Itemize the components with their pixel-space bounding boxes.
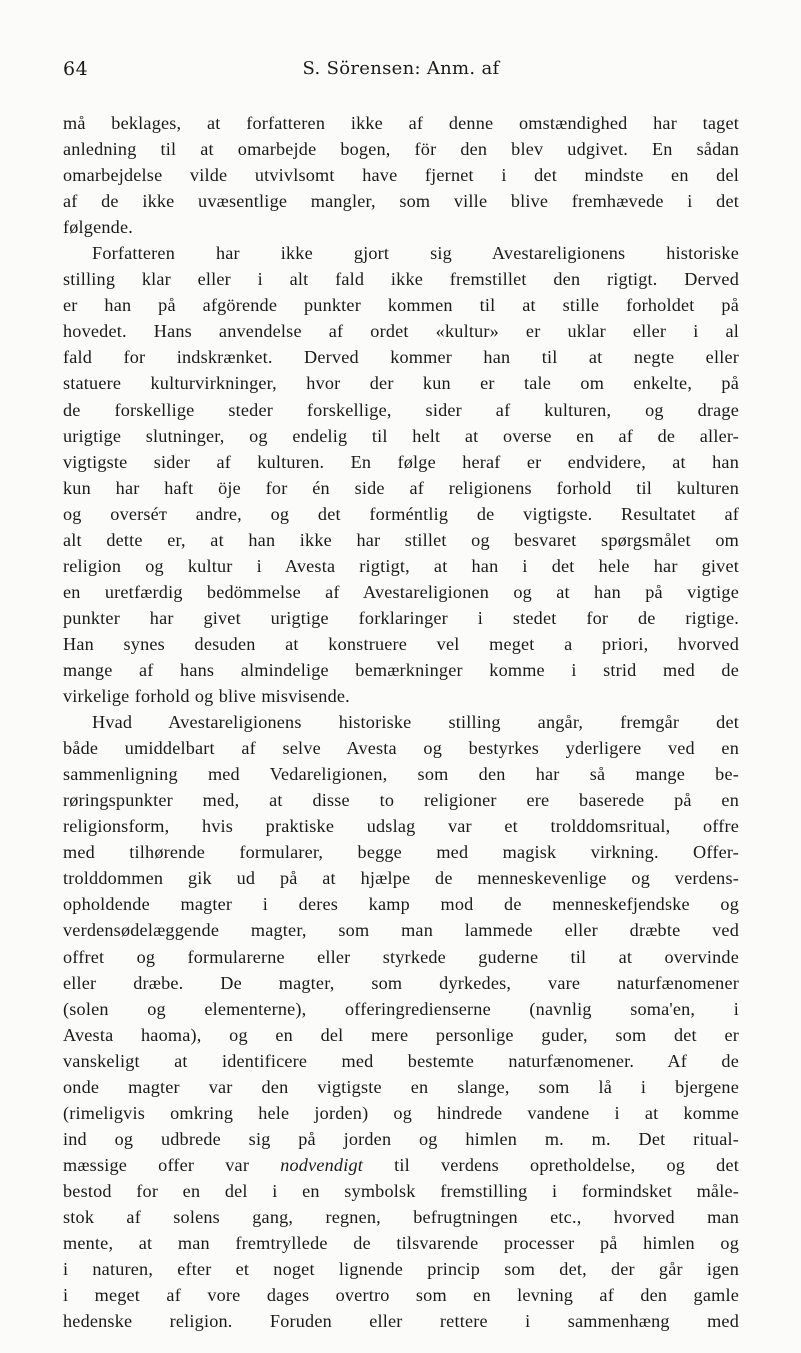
- text-line: må beklages, at forfatteren ikke af denne omstændighed har taget: [63, 113, 739, 133]
- text-line: urigtige slutninger, og endelig til helt at overse en af de aller-: [63, 425, 739, 446]
- text-line: stok af solens gang, regnen, befrugtningen etc., hvorved man: [63, 1206, 739, 1227]
- text-line: Hvad Avestareligionens historiske stilling angår, fremgår det: [92, 712, 739, 733]
- text-line: sammenligning med Vedareligionen, som den har så mange be-: [63, 764, 739, 785]
- text-line: af de ikke uvæsentlige mangler, som ville blive fremhævede i det: [63, 191, 739, 212]
- text-line: anledning til at omarbejde bogen, för den blev udgivet. En sådan: [63, 139, 739, 160]
- text-line: Avesta haoma), og en del mere personlige guder, som det er: [63, 1024, 739, 1045]
- running-head: S. Sörensen: Anm. af: [302, 58, 500, 79]
- text-line: og overséт andre, og det forméntlig de vigtigste. Resultatet af: [63, 503, 739, 524]
- text-segment: til verdens opretholdelse, og det: [363, 1154, 739, 1175]
- text-line: alt dette er, at han ikke har stillet og besvaret spørgsmålet om: [63, 529, 739, 550]
- text-line: eller dræbe. De magter, som dyrkedes, vare naturfænomener: [63, 972, 739, 993]
- text-line: kun har haft öje for én side af religionens forhold til kulturen: [63, 477, 739, 498]
- italic-word: nodvendigt: [280, 1154, 364, 1175]
- text-line: en uretfærdig bedömmelse af Avestareligionen og at han på vigtige: [63, 581, 739, 602]
- text-line: omarbejdelse vilde utvivlsomt have fjernet i det mindste en del: [63, 165, 739, 186]
- text-line: følgende.: [63, 217, 133, 238]
- text-line: mange af hans almindelige bemærkninger komme i strid med de: [63, 659, 739, 680]
- page-number: 64: [63, 58, 89, 80]
- text-line: røringspunkter med, at disse to religioner ere baserede på en: [63, 790, 739, 811]
- text-line: i meget af vore dages overtro som en levning af den gamle: [63, 1285, 739, 1306]
- text-segment: mæssige offer var: [63, 1154, 281, 1175]
- text-line: punkter har givet urigtige forklaringer i stedet for de rigtige.: [63, 607, 739, 628]
- text-line: opholdende magter i deres kamp mod de menneskefjendske og: [63, 894, 739, 915]
- text-line: fald for indskrænket. Derved kommer han til at negte eller: [63, 347, 739, 368]
- text-line: både umiddelbart af selve Avesta og bestyrkes yderligere ved en: [63, 738, 739, 759]
- page-header: [63, 58, 739, 82]
- body-text: [63, 110, 739, 1334]
- text-line: er han på afgörende punkter kommen til at stille forholdet på: [63, 295, 739, 316]
- text-line: onde magter var den vigtigste en slange, som lå i bjergene: [63, 1076, 739, 1097]
- text-line: vanskeligt at identificere med bestemte naturfænomener. Af de: [63, 1050, 739, 1071]
- text-line: virkelige forhold og blive misvisende.: [63, 686, 350, 707]
- text-line: trolddommen gik ud på at hjælpe de menneskevenlige og verdens-: [63, 868, 739, 889]
- text-line: offret og formularerne eller styrkede guderne til at overvinde: [63, 946, 739, 967]
- text-line: mente, at man fremtryllede de tilsvarende processer på himlen og: [63, 1233, 739, 1254]
- text-line: de forskellige steder forskellige, sider af kulturen, og drage: [63, 399, 739, 420]
- text-line: hedenske religion. Foruden eller rettere i sammenhæng med: [63, 1311, 739, 1332]
- text-line: religion og kultur i Avesta rigtigt, at han i det hele har givet: [63, 555, 739, 576]
- text-line: i naturen, efter et noget lignende princip som det, der går igen: [63, 1259, 739, 1280]
- text-line: stilling klar eller i alt fald ikke fremstillet den rigtigt. Derved: [63, 269, 739, 290]
- text-line: Han synes desuden at konstruere vel meget a priori, hvorved: [63, 633, 739, 654]
- text-line: vigtigste sider af kulturen. En følge heraf er endvidere, at han: [63, 451, 739, 472]
- text-line: verdensødelæggende magter, som man lammede eller dræbte ved: [63, 920, 739, 941]
- text-line: religionsform, hvis praktiske udslag var et trolddomsritual, offre: [63, 816, 739, 837]
- text-line: Forfatteren har ikke gjort sig Avestareligionens historiske: [92, 243, 739, 264]
- text-line: (rimeligvis omkring hele jorden) og hindrede vandene i at komme: [63, 1102, 739, 1123]
- text-line: bestod for en del i en symbolsk fremstilling i formindsket måle-: [63, 1180, 739, 1201]
- text-line: (solen og elementerne), offeringredienserne (navnlig soma'en, i: [63, 998, 739, 1019]
- text-line: med tilhørende formularer, begge med magisk virkning. Offer-: [63, 842, 739, 863]
- text-line: ind og udbrede sig på jorden og himlen m. m. Det ritual-: [63, 1128, 739, 1149]
- text-line: [63, 1152, 739, 1178]
- text-line: statuere kulturvirkninger, hvor der kun er tale om enkelte, på: [63, 373, 739, 394]
- text-line: hovedet. Hans anvendelse af ordet «kultur» er uklar eller i al: [63, 321, 739, 342]
